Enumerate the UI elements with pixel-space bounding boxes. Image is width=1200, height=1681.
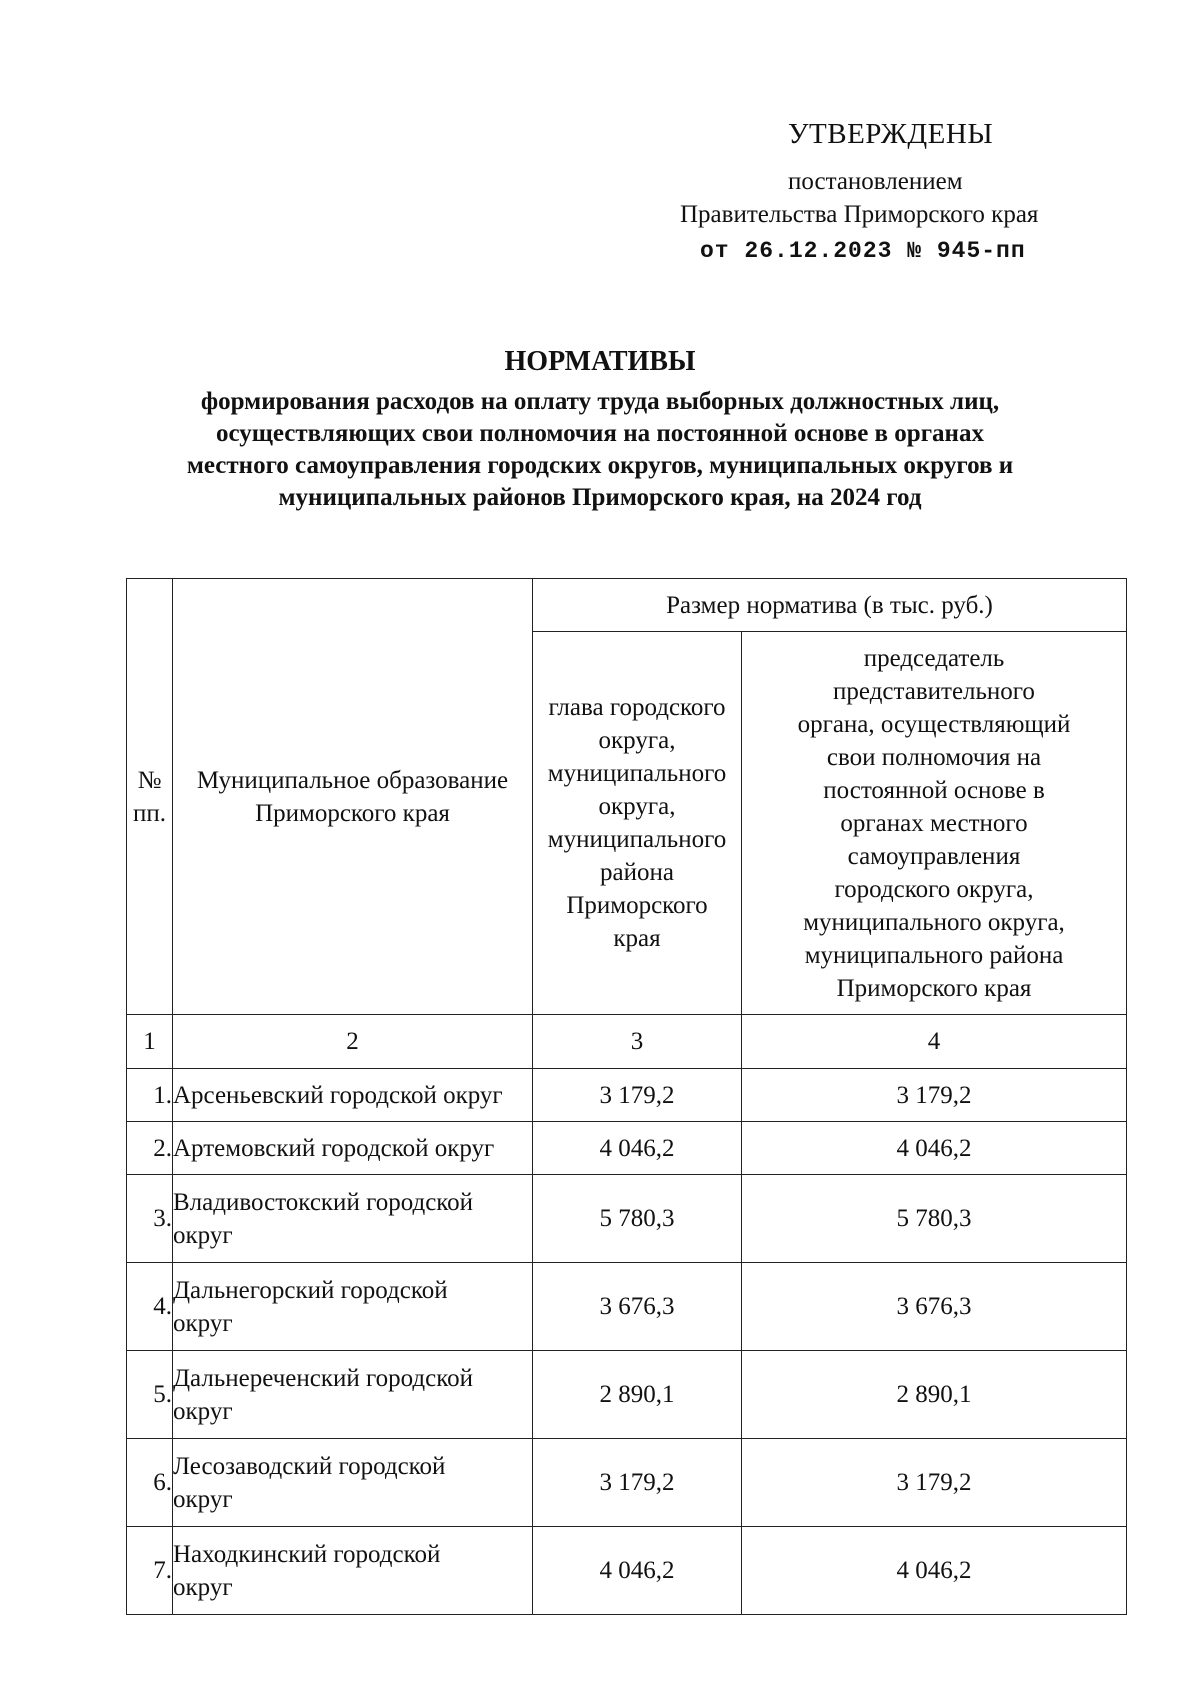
header-col3-line: глава городского	[548, 694, 726, 721]
norms-table	[126, 578, 1127, 1615]
header-col4-line: органа, осуществляющий	[797, 710, 1071, 738]
municipality-name-line: округ	[173, 1485, 233, 1513]
municipality-name-line: Владивостокский городской	[173, 1188, 474, 1216]
header-col4-line: Приморского края	[836, 974, 1032, 1002]
header-col3-line: края	[613, 925, 661, 952]
row-number: 2.	[127, 1122, 173, 1175]
header-row-group	[127, 579, 1127, 632]
header-municipality-line: Приморского края	[255, 799, 450, 827]
row-number: 1.	[127, 1069, 173, 1122]
header-chairman	[742, 632, 1127, 1015]
municipality-name	[173, 1069, 533, 1122]
decree-line-2: Правительства Приморского края	[680, 201, 1039, 228]
table-row	[127, 1351, 1127, 1439]
header-col3-line: района	[600, 859, 674, 886]
subtitle-line: формирования расходов на оплату труда выборных должностных лиц,	[200, 388, 1000, 415]
municipality-name-line: округ	[173, 1309, 233, 1337]
municipality-name-line: округ	[173, 1573, 233, 1601]
header-norm-size: Размер норматива (в тыс. руб.)	[533, 579, 1127, 632]
header-col4-line: постоянной основе в	[823, 776, 1045, 804]
chairman-norm-value: 3 179,2	[742, 1069, 1127, 1122]
decree-date-number: от 26.12.2023 № 945-пп	[700, 238, 1026, 264]
header-col3-line: муниципального	[547, 826, 727, 853]
chairman-norm-value: 4 046,2	[742, 1527, 1127, 1615]
table-row	[127, 1263, 1127, 1351]
municipality-name	[173, 1122, 533, 1175]
municipality-name	[173, 1351, 533, 1439]
header-col3-line: муниципального	[547, 760, 727, 787]
chairman-norm-value: 2 890,1	[742, 1351, 1127, 1439]
header-col4-line: муниципального района	[804, 941, 1064, 969]
approved-title: УТВЕРЖДЕНЫ	[788, 118, 994, 150]
header-col4-line: свои полномочия на	[826, 743, 1042, 771]
head-norm-value: 5 780,3	[533, 1175, 742, 1263]
municipality-name-line: округ	[173, 1397, 233, 1425]
table-row	[127, 1527, 1127, 1615]
column-index: 1	[127, 1015, 173, 1069]
header-municipality	[173, 579, 533, 1015]
municipality-name-line: Артемовский городской округ	[173, 1134, 495, 1162]
table-row	[127, 1175, 1127, 1263]
row-number: 5.	[127, 1351, 173, 1439]
municipality-name-line: Арсеньевский городской округ	[173, 1081, 503, 1109]
column-index: 2	[173, 1015, 533, 1069]
document-title: НОРМАТИВЫ	[504, 346, 696, 377]
head-norm-value: 2 890,1	[533, 1351, 742, 1439]
header-col3-line: Приморского	[566, 892, 708, 919]
municipality-name	[173, 1439, 533, 1527]
header-head-of-district	[533, 632, 742, 1015]
municipality-name	[173, 1263, 533, 1351]
decree-line-1: постановлением	[788, 168, 963, 195]
header-municipality-line: Муниципальное образование	[196, 766, 509, 794]
table-row	[127, 1069, 1127, 1122]
head-norm-value: 3 676,3	[533, 1263, 742, 1351]
chairman-norm-value: 3 676,3	[742, 1263, 1127, 1351]
subtitle-line: местного самоуправления городских округов, муниципальных округов и	[186, 452, 1014, 479]
header-col3-line: округа,	[598, 793, 676, 820]
table-row	[127, 1122, 1127, 1175]
chairman-norm-value: 3 179,2	[742, 1439, 1127, 1527]
header-col4-line: представительного	[833, 677, 1035, 705]
header-num	[127, 579, 173, 1015]
document-subtitle	[100, 386, 1100, 514]
column-index: 3	[533, 1015, 742, 1069]
municipality-name-line: округ	[173, 1221, 233, 1249]
municipality-name-line: Дальнегорский городской	[173, 1276, 448, 1304]
municipality-name	[173, 1527, 533, 1615]
head-norm-value: 4 046,2	[533, 1122, 742, 1175]
row-number: 3.	[127, 1175, 173, 1263]
row-number: 4.	[127, 1263, 173, 1351]
municipality-name	[173, 1175, 533, 1263]
row-number: 7.	[127, 1527, 173, 1615]
head-norm-value: 3 179,2	[533, 1069, 742, 1122]
header-col3-line: округа,	[598, 727, 676, 754]
municipality-name-line: Находкинский городской	[173, 1540, 441, 1568]
header-col4-line: муниципального округа,	[803, 908, 1065, 936]
column-index-row	[127, 1015, 1127, 1069]
header-num-line: №	[137, 766, 162, 794]
head-norm-value: 3 179,2	[533, 1439, 742, 1527]
header-col4-line: органах местного	[840, 809, 1028, 837]
municipality-name-line: Лесозаводский городской	[173, 1452, 446, 1480]
municipality-name-line: Дальнереченский городской	[173, 1364, 473, 1392]
table-row	[127, 1439, 1127, 1527]
subtitle-line: осуществляющих свои полномочия на постоянной основе в органах	[216, 420, 984, 447]
header-col4-line: самоуправления	[847, 842, 1021, 870]
row-number: 6.	[127, 1439, 173, 1527]
header-col4-line: городского округа,	[834, 875, 1034, 903]
subtitle-line: муниципальных районов Приморского края, на 2024 год	[278, 484, 922, 511]
chairman-norm-value: 4 046,2	[742, 1122, 1127, 1175]
chairman-norm-value: 5 780,3	[742, 1175, 1127, 1263]
header-num-line: пп.	[132, 799, 166, 827]
head-norm-value: 4 046,2	[533, 1527, 742, 1615]
column-index: 4	[742, 1015, 1127, 1069]
header-col4-line: председатель	[863, 644, 1005, 672]
